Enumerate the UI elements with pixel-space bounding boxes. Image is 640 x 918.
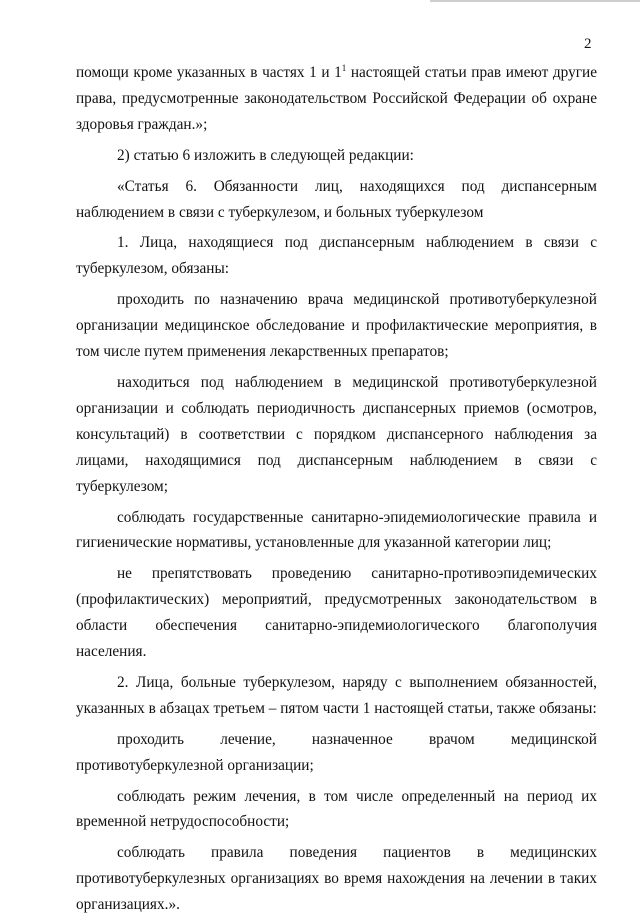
scan-edge-line	[430, 0, 640, 2]
paragraph-obligation: соблюдать правила поведения пациентов в медицинских противотуберкулезных организациях во время нахождения на лечении в таких организациях.».	[76, 844, 597, 914]
paragraph-part-1: 1. Лица, находящиеся под диспансерным наблюдением в связи с туберкулезом, обязаны:	[76, 234, 597, 278]
document-body	[76, 60, 597, 918]
paragraph-amendment-intro: 2) статью 6 изложить в следующей редакции:	[117, 146, 414, 164]
superscript: 1	[341, 63, 347, 73]
article-heading: «Статья 6. Обязанности лиц, находящихся под диспансерным наблюдением в связи с туберкулезом, и больных туберкулезом	[76, 177, 597, 221]
paragraph-obligation: соблюдать режим лечения, в том числе определенный на период их временной нетрудоспособности;	[76, 787, 597, 831]
paragraph-part-2: 2. Лица, больные туберкулезом, наряду с выполнением обязанностей, указанных в абзацах третьем – пятом части 1 настоящей статьи, также обязаны:	[76, 673, 597, 717]
page-number: 2	[584, 36, 592, 52]
paragraph-obligation: находиться под наблюдением в медицинской противотуберкулезной организации и соблюдать периодичность диспансерных приемов (осмотров, консультаций) в соответствии с порядком диспансерного наблюдения за лицами, находящимися под диспансерным наблюдением в связи с туберкулезом;	[76, 373, 597, 495]
paragraph-obligation: соблюдать государственные санитарно-эпидемиологические правила и гигиенические нормативы, установленные для указанной категории лиц;	[76, 508, 597, 552]
paragraph-continuation	[76, 60, 597, 138]
paragraph-text: настоящей статьи прав имеют другие права, предусмотренные законодательством Российской Федерации об охране здоровья граждан.»;	[76, 64, 597, 133]
paragraph-obligation: проходить лечение, назначенное врачом медицинской противотуберкулезной организации;	[76, 730, 597, 774]
paragraph-text: помощи кроме указанных в частях 1 и 1	[76, 64, 342, 81]
paragraph-obligation: проходить по назначению врача медицинской противотуберкулезной организации медицинское обследование и профилактические мероприятия, в том числе путем применения лекарственных препаратов;	[76, 291, 597, 361]
paragraph-obligation: не препятствовать проведению санитарно-противоэпидемических (профилактических) мероприятий, предусмотренных законодательством в области обеспечения санитарно-эпидемиологического благополучия населения.	[76, 565, 597, 661]
